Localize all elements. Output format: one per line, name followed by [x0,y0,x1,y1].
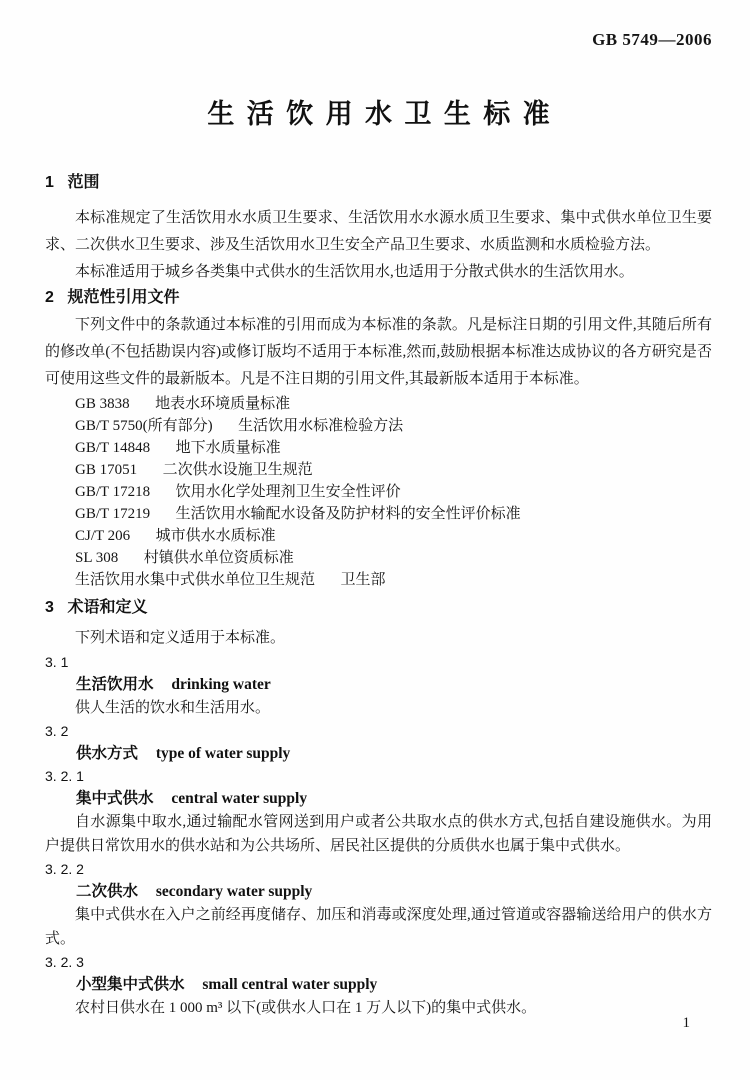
term-zh: 供水方式 [76,745,139,762]
section-scope [45,172,712,286]
section-heading [45,597,712,619]
term-line [45,742,712,765]
reference-code: CJ/T 206 [75,528,131,544]
paragraph: 本标准规定了生活饮用水水质卫生要求、生活饮用水水源水质卫生要求、集中式供水单位卫生要求、二次供水卫生要求、涉及生活饮用水卫生安全产品卫生要求、水质监测和水质检验方法。 [45,210,712,253]
reference-item [75,525,712,547]
section-heading [45,172,712,194]
reference-name: 二次供水设施卫生规范 [162,462,313,478]
paragraph: 本标准适用于城乡各类集中式供水的生活饮用水,也适用于分散式供水的生活饮用水。 [75,264,634,280]
document-title: 生活饮用水卫生标准 [207,99,563,129]
reference-code: GB/T 14848 [75,440,151,456]
term-entry [45,765,712,858]
document-header [45,30,712,50]
clause-number: 3. 2. 3 [45,954,84,970]
section-title: 范围 [67,174,100,191]
term-definition: 集中式供水在入户之前经再度储存、加压和消毒或深度处理,通过管道或容器输送给用户的供水方式。 [45,907,712,947]
reference-code: GB 17051 [75,462,138,478]
term-line [45,880,712,903]
term-zh: 小型集中式供水 [76,976,185,993]
reference-item [75,569,712,591]
reference-item [75,547,712,569]
reference-item [75,459,712,481]
reference-item [75,437,712,459]
section-terms [45,597,712,1020]
reference-code: GB 3838 [75,396,130,412]
term-entry [45,651,712,720]
term-definition: 农村日供水在 1 000 m³ 以下(或供水人口在 1 万人以下)的集中式供水。 [75,1000,537,1016]
term-definition: 供人生活的饮水和生活用水。 [75,700,271,716]
section-number: 3 [45,599,54,616]
term-en: central water supply [171,790,308,807]
reference-code: GB/T 17219 [75,506,151,522]
term-en: drinking water [171,676,271,693]
section-heading [45,287,712,309]
term-zh: 生活饮用水 [76,676,154,693]
term-zh: 二次供水 [76,883,139,900]
reference-name: 饮用水化学处理剂卫生安全性评价 [175,484,401,500]
reference-name: 地表水环境质量标准 [155,396,291,412]
term-entry [45,951,712,1020]
reference-code: 生活饮用水集中式供水单位卫生规范 [75,572,316,588]
terms-intro: 下列术语和定义适用于本标准。 [75,630,286,646]
clause-number: 3. 1 [45,654,69,670]
section-number: 1 [45,174,54,191]
reference-item [75,415,712,437]
reference-code: GB/T 17218 [75,484,151,500]
term-zh: 集中式供水 [76,790,154,807]
term-entry [45,720,712,765]
reference-name: 城市供水水质标准 [155,528,276,544]
section-title: 规范性引用文件 [67,289,180,306]
term-en: small central water supply [202,976,378,993]
term-line [45,973,712,996]
reference-list [45,393,712,591]
reference-code: SL 308 [75,550,119,566]
section-number: 2 [45,289,54,306]
term-line [45,673,712,696]
references-intro: 下列文件中的条款通过本标准的引用而成为本标准的条款。凡是标注日期的引用文件,其随后所有的修改单(不包括勘误内容)或修订版均不适用于本标准,然而,鼓励根据本标准达成协议的各方研究是否可使用这些文件的最新版本。凡是不注日期的引用文件,其最新版本适用于本标准。 [45,317,712,387]
reference-name: 村镇供水单位资质标准 [143,550,294,566]
reference-name: 生活饮用水输配水设备及防护材料的安全性评价标准 [175,506,521,522]
term-entry [45,858,712,951]
clause-number: 3. 2. 2 [45,861,84,877]
reference-name: 生活饮用水标准检验方法 [238,418,404,434]
page-number: 1 [682,1015,690,1031]
reference-item [75,481,712,503]
clause-number: 3. 2. 1 [45,768,84,784]
reference-item [75,503,712,525]
reference-name: 卫生部 [340,572,386,588]
reference-name: 地下水质量标准 [175,440,281,456]
clause-number: 3. 2 [45,723,69,739]
reference-item [75,393,712,415]
term-en: secondary water supply [155,883,313,900]
term-definition: 自水源集中取水,通过输配水管网送到用户或者公共取水点的供水方式,包括自建设施供水。为用户提供日常饮用水的供水站和为公共场所、居民社区提供的分质供水也属于集中式供水。 [45,814,712,854]
reference-code: GB/T 5750(所有部分) [75,418,213,434]
term-en: type of water supply [155,745,291,762]
term-line [45,787,712,810]
standard-code: GB 5749—2006 [592,30,712,49]
section-title: 术语和定义 [67,599,148,616]
section-normative-references [45,287,712,591]
